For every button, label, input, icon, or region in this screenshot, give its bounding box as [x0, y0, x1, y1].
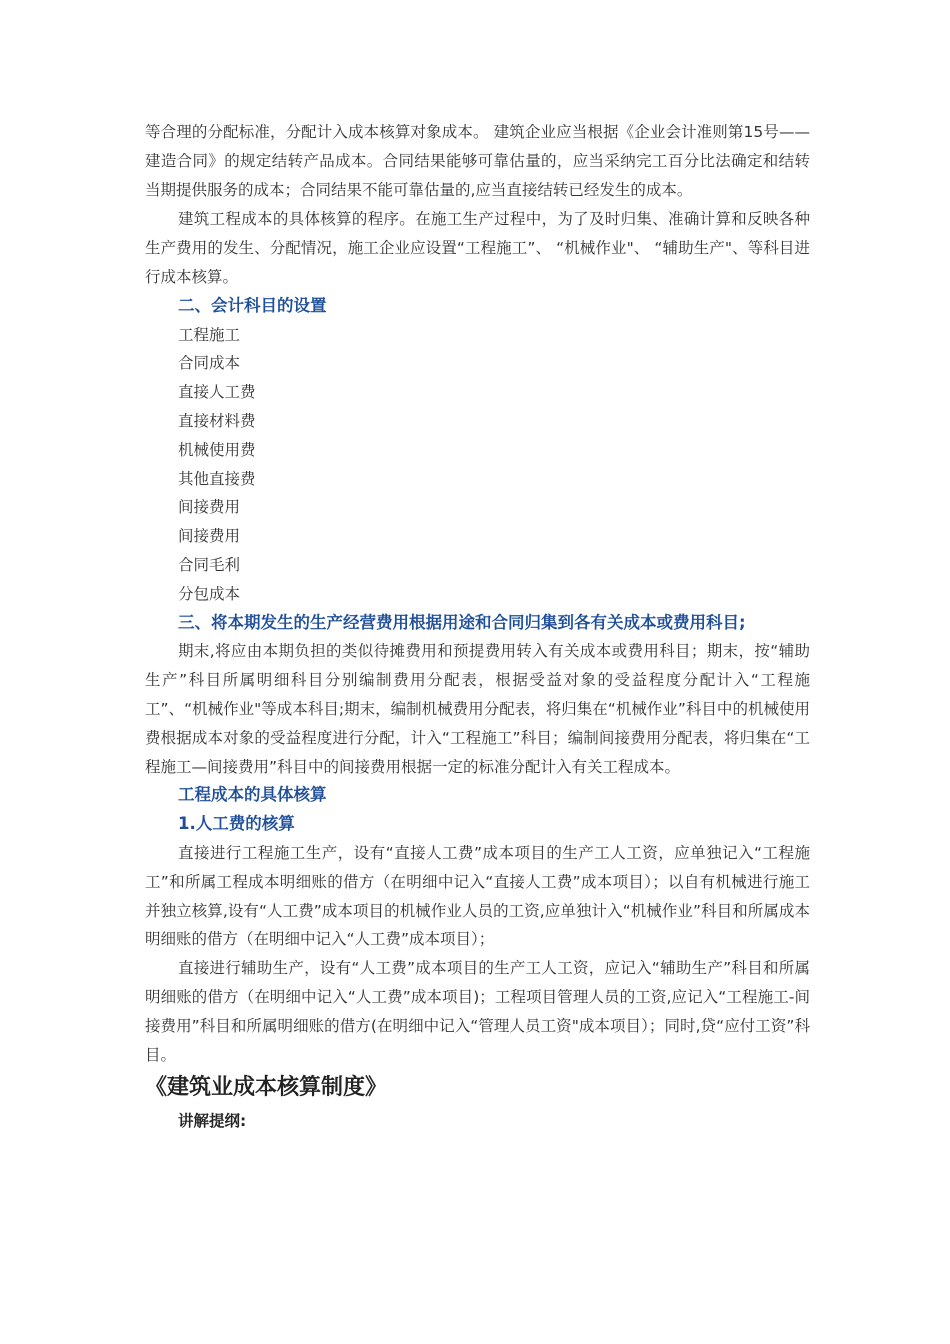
heading-cost-accounting: 工程成本的具体核算 [178, 785, 327, 805]
account-item: 工程施工 [178, 325, 241, 344]
heading-labor-cost: 1.人工费的核算 [178, 814, 295, 834]
paragraph-auxiliary-production: 直接进行辅助生产，设有“人工费”成本项目的生产工人工资，应记入“辅助生产”科目和所属明细账的借方（在明细中记入“人工费”成本项目)；工程项目管理人员的工资,应记入“工程施工-间接费用”科目和所属明细账的借方(在明细中记入“管理人员工资"成本项目）；同时,贷“应付工资”科目。 [145, 959, 810, 1064]
paragraph-cost-standard: 等合理的分配标准，分配计入成本核算对象成本。 建筑企业应当根据《企业会计准则第15号——建造合同》的规定结转产品成本。合同结果能够可靠估量的，应当采纳完工百分比法确定和结转当期提供服务的成本；合同结果不能可靠估量的,应当直接结转已经发生的成本。 [145, 123, 810, 199]
heading-account-setup: 二、会计科目的设置 [178, 295, 327, 315]
account-list [145, 321, 810, 609]
document-body [145, 118, 810, 1136]
account-item: 间接费用 [178, 498, 241, 517]
account-item: 其他直接费 [178, 469, 256, 488]
paragraph-direct-construction: 直接进行工程施工生产，设有“直接人工费”成本项目的生产工人工资，应单独记入“工程施工”和所属工程成本明细账的借方（在明细中记入“直接人工费”成本项目）；以自有机械进行施工并独立核算,设有“人工费”成本项目的机械作业人员的工资,应单独计入“机械作业”科目和所属成本明细账的借方（在明细中记入“人工费”成本项目）； [145, 843, 810, 949]
heading-outline: 讲解提纲: [178, 1112, 247, 1131]
account-item: 直接材料费 [178, 411, 256, 430]
heading-book-title: 《建筑业成本核算制度》 [145, 1075, 388, 1101]
account-item: 分包成本 [178, 584, 241, 603]
account-item: 机械使用费 [178, 440, 256, 459]
paragraph-period-end: 期末,将应由本期负担的类似待摊费用和预提费用转入有关成本或费用科目；期末，按“辅助生产”科目所属明细科目分别编制费用分配表，根据受益对象的受益程度分配计入“工程施工”、“机械作业"等成本科目;期末，编制机械费用分配表，将归集在“机械作业”科目中的机械使用费根据成本对象的受益程度进行分配，计入“工程施工”科目；编制间接费用分配表，将归集在“工程施工—间接费用”科目中的间接费用根据一定的标准分配计入有关工程成本。 [145, 642, 810, 776]
paragraph-procedure: 建筑工程成本的具体核算的程序。在施工生产过程中，为了及时归集、准确计算和反映各种生产费用的发生、分配情况，施工企业应设置“工程施工”、 “机械作业"、 “辅助生产"、等科目进行成本核算。 [145, 210, 810, 286]
account-item: 直接人工费 [178, 383, 256, 402]
account-item: 间接费用 [178, 527, 241, 546]
heading-expense-allocation: 三、将本期发生的生产经营费用根据用途和合同归集到各有关成本或费用科目; [178, 612, 746, 632]
account-item: 合同成本 [178, 354, 241, 373]
account-item: 合同毛利 [178, 555, 241, 574]
